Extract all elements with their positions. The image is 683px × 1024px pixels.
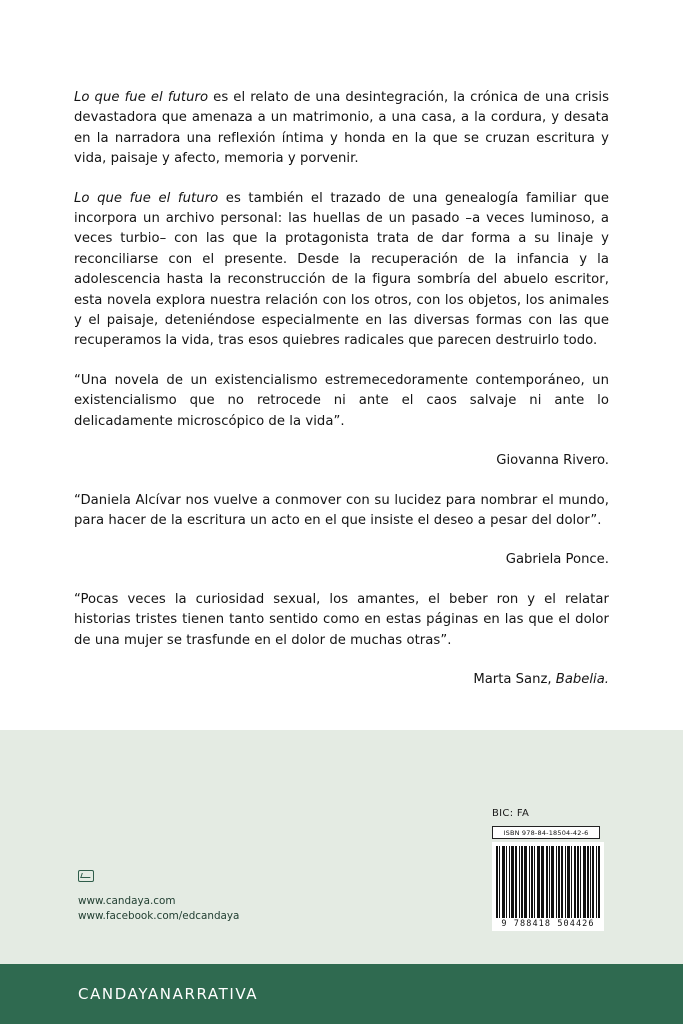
quote-text-2: “Daniela Alcívar nos vuelve a conmover con su lucidez para nombrar el mundo, para hacer de la escritura un acto en el que insiste el deseo a pesar del dolor”.: [74, 492, 609, 528]
publisher-links: [78, 894, 239, 923]
quote-text-3: “Pocas veces la curiosidad sexual, los amantes, el beber ron y el relatar historias tristes tienen tanto sentido como en estas páginas en las que el dolor de una mujer se trasfunde en el dolor de muchas otras”.: [74, 591, 609, 648]
quote-attribution-2-name: Gabriela Ponce.: [505, 552, 609, 568]
paragraph-2: [74, 189, 609, 352]
quote-text-1: “Una novela de un existencialismo estremecedoramente contemporáneo, un existencialismo que no retrocede ni ante el caos salvaje ni ante lo delicadamente microscópico de la vida”.: [74, 372, 609, 429]
footer-panel: [0, 730, 683, 1024]
quote-block-2: [74, 491, 609, 571]
paragraph-1: [74, 88, 609, 170]
quote-attribution-3-name: Marta Sanz,: [473, 671, 556, 687]
barcode-bars: [496, 846, 600, 918]
quote-block-1: [74, 371, 609, 472]
publisher-brand: CANDAYANARRATIVA: [78, 985, 259, 1003]
quote-block-3: [74, 590, 609, 691]
facebook-link[interactable]: www.facebook.com/edcandaya: [78, 909, 240, 922]
website-link[interactable]: www.candaya.com: [78, 895, 176, 907]
book-title-italic-1: Lo que fue el futuro: [74, 90, 209, 105]
paragraph-1-text: es el relato de una desintegración, la crónica de una crisis devastadora que amenaza a un matrimonio, a una casa, a la cordura, y desata en la narradora una reflexión íntima y honda en la que se cruzan escritura y vida, paisaje y afecto, memoria y porvenir.: [74, 90, 610, 167]
brand-strip: [0, 964, 683, 1024]
quote-attribution-1: [74, 451, 609, 471]
barcode: [492, 842, 604, 931]
quote-attribution-3: [74, 670, 609, 690]
quote-attribution-1-name: Giovanna Rivero.: [496, 453, 609, 469]
paragraph-2-text: es también el trazado de una genealogía familiar que incorpora un archivo personal: las huellas de un pasado –a veces luminoso, a veces turbio– con las que la protagonista trata de dar forma a su linaje y reconciliarse con el presente. Desde la recuperación de la infancia y la adolescencia hasta la reconstrucción de la figura sombría del abuelo escritor, esta novela explora nuestra relación con los otros, con los objetos, los animales y el paisaje, deteniéndose especialmente en las diversas formas con las que recuperamos la vida, tras esos quiebres radicales que parecen destruirlo todo.: [74, 190, 610, 349]
barcode-digits: 9 788418 504426: [501, 919, 595, 929]
envelope-icon: [78, 870, 94, 882]
bic-code: BIC: FA: [492, 808, 530, 819]
isbn-label: ISBN 978-84-18504-42-6: [492, 826, 600, 839]
quote-attribution-3-source: Babelia.: [555, 671, 609, 687]
book-title-italic-2: Lo que fue el futuro: [74, 190, 219, 206]
quote-attribution-2: [74, 550, 609, 570]
